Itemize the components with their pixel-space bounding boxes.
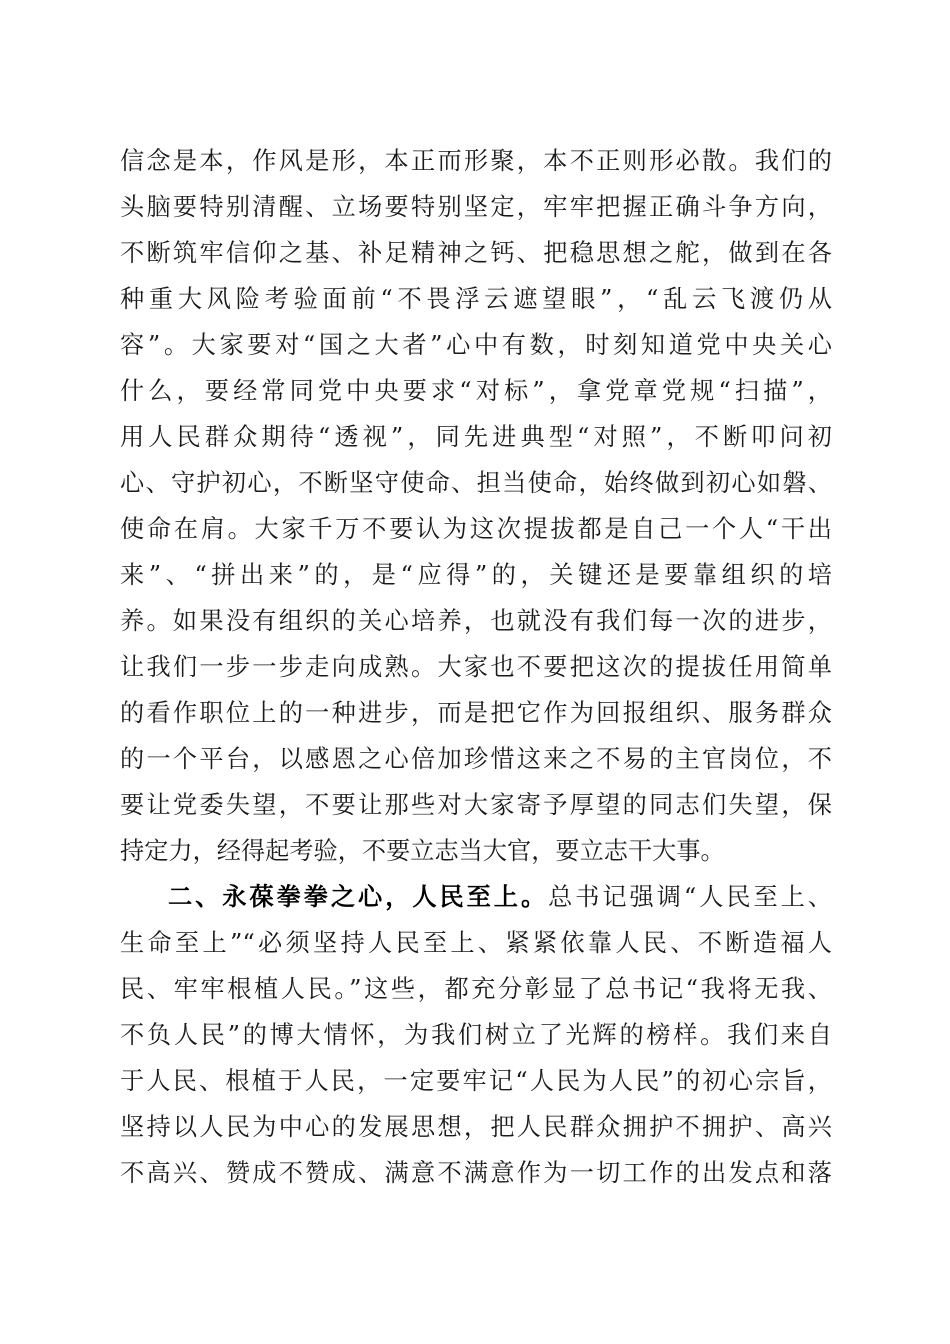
paragraph-line: 的一个平台，以感恩之心倍加珍惜这来之不易的主官岗位，不 (120, 745, 832, 773)
paragraph-line: 民、牢牢根植人民。”这些，都充分彰显了总书记“我将无我、 (120, 975, 832, 1003)
paragraph-line: 容”。大家要对“国之大者”心中有数，时刻知道党中央关心 (120, 331, 832, 359)
section-heading: 二、永葆拳拳之心，人民至上。 (168, 882, 549, 911)
paragraph-line: 头脑要特别清醒、立场要特别坚定，牢牢把握正确斗争方向， (120, 193, 832, 221)
paragraph-line: 要让党委失望，不要让那些对大家寄予厚望的同志们失望，保 (120, 791, 832, 819)
paragraph-line: 信念是本，作风是形，本正而形聚，本不正则形必散。我们的 (120, 147, 832, 175)
paragraph-line: 生命至上”“必须坚持人民至上、紧紧依靠人民、不断造福人 (120, 929, 832, 957)
heading-continuation: 总书记强调“人民至上、 (548, 883, 832, 911)
paragraph-line: 来”、“拼出来”的，是“应得”的，关键还是要靠组织的培 (120, 561, 832, 589)
paragraph-line: 不负人民”的博大情怀，为我们树立了光辉的榜样。我们来自 (120, 1021, 832, 1049)
paragraph-line: 什么，要经常同党中央要求“对标”，拿党章党规“扫描”， (120, 377, 832, 405)
paragraph-line: 让我们一步一步走向成熟。大家也不要把这次的提拔任用简单 (120, 653, 832, 681)
paragraph-line: 持定力，经得起考验，不要立志当大官，要立志干大事。 (120, 837, 725, 865)
paragraph-line: 心、守护初心，不断坚守使命、担当使命，始终做到初心如磐、 (120, 469, 832, 497)
paragraph-line: 不断筑牢信仰之基、补足精神之钙、把稳思想之舵，做到在各 (120, 239, 832, 267)
paragraph-line: 使命在肩。大家千万不要认为这次提拔都是自己一个人“干出 (120, 515, 832, 543)
paragraph-line: 坚持以人民为中心的发展思想，把人民群众拥护不拥护、高兴 (120, 1113, 832, 1141)
paragraph-line: 用人民群众期待“透视”，同先进典型“对照”，不断叩问初 (120, 423, 832, 451)
paragraph-line: 于人民、根植于人民，一定要牢记“人民为人民”的初心宗旨， (120, 1067, 832, 1095)
paragraph-line: 养。如果没有组织的关心培养，也就没有我们每一次的进步， (120, 607, 832, 635)
paragraph-line: 的看作职位上的一种进步，而是把它作为回报组织、服务群众 (120, 699, 832, 727)
paragraph-line: 种重大风险考验面前“不畏浮云遮望眼”，“乱云飞渡仍从 (120, 285, 832, 313)
paragraph-first-line (168, 877, 832, 917)
paragraph-line: 不高兴、赞成不赞成、满意不满意作为一切工作的出发点和落 (120, 1159, 832, 1187)
